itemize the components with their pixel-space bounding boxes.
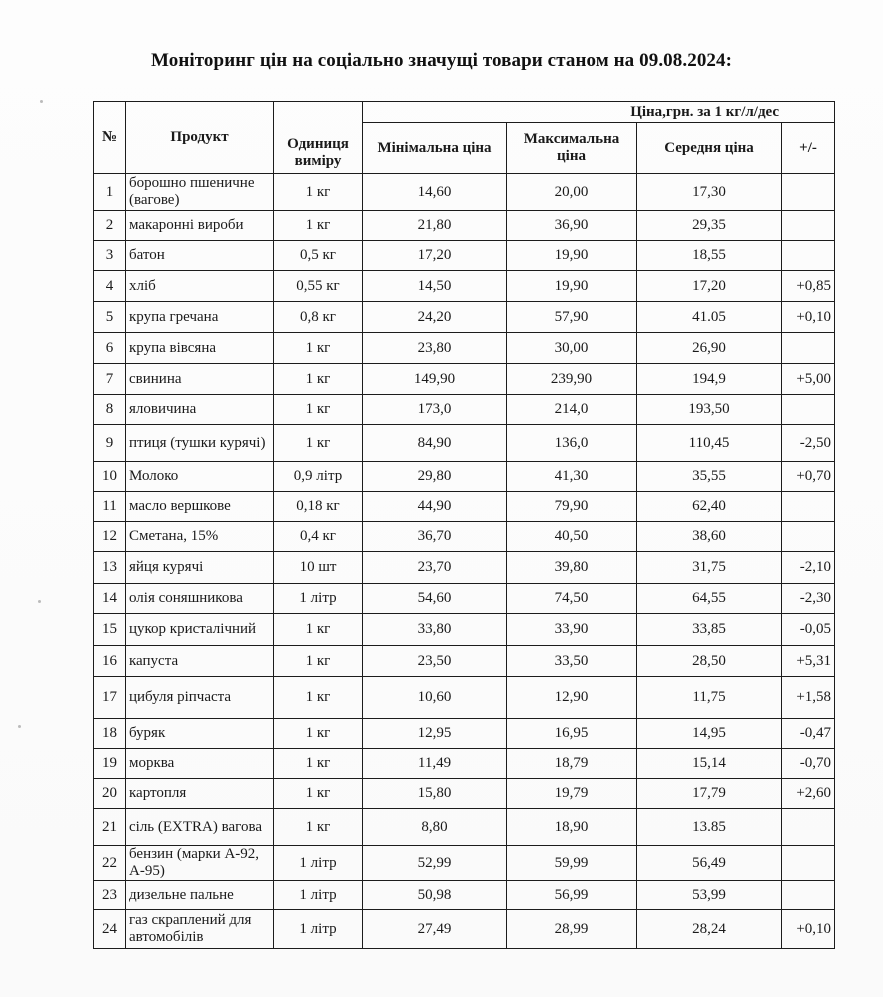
max-price: 33,90 bbox=[507, 614, 637, 646]
max-price: 19,90 bbox=[507, 241, 637, 271]
row-number: 18 bbox=[94, 719, 126, 749]
max-price: 39,80 bbox=[507, 552, 637, 584]
product-name: капуста bbox=[126, 646, 274, 677]
table-row bbox=[94, 302, 835, 333]
unit-of-measure: 1 літр bbox=[274, 846, 363, 881]
avg-price: 64,55 bbox=[637, 584, 782, 614]
product-name: птиця (тушки курячі) bbox=[126, 425, 274, 462]
table-row bbox=[94, 677, 835, 719]
price-change bbox=[782, 333, 835, 364]
min-price: 36,70 bbox=[363, 522, 507, 552]
row-number: 19 bbox=[94, 749, 126, 779]
header-change: +/- bbox=[782, 123, 835, 174]
product-name: буряк bbox=[126, 719, 274, 749]
row-number: 23 bbox=[94, 881, 126, 910]
price-change bbox=[782, 241, 835, 271]
avg-price: 194,9 bbox=[637, 364, 782, 395]
table-row bbox=[94, 462, 835, 492]
unit-of-measure: 1 кг bbox=[274, 677, 363, 719]
product-name: газ скраплений для автомобілів bbox=[126, 910, 274, 949]
document-title: Моніторинг цін на соціально значущі товари станом на 09.08.2024: bbox=[150, 50, 733, 71]
price-change: -2,30 bbox=[782, 584, 835, 614]
product-name: свинина bbox=[126, 364, 274, 395]
unit-of-measure: 1 кг bbox=[274, 719, 363, 749]
price-change: -0,70 bbox=[782, 749, 835, 779]
product-name: Молоко bbox=[126, 462, 274, 492]
avg-price: 17,30 bbox=[637, 174, 782, 211]
product-name: яловичина bbox=[126, 395, 274, 425]
min-price: 14,60 bbox=[363, 174, 507, 211]
min-price: 50,98 bbox=[363, 881, 507, 910]
table-row bbox=[94, 614, 835, 646]
row-number: 21 bbox=[94, 809, 126, 846]
unit-of-measure: 0,8 кг bbox=[274, 302, 363, 333]
unit-of-measure: 1 кг bbox=[274, 425, 363, 462]
row-number: 5 bbox=[94, 302, 126, 333]
unit-of-measure: 1 літр bbox=[274, 881, 363, 910]
price-change: -0,47 bbox=[782, 719, 835, 749]
product-name: дизельне пальне bbox=[126, 881, 274, 910]
price-change: -2,10 bbox=[782, 552, 835, 584]
max-price: 18,90 bbox=[507, 809, 637, 846]
max-price: 19,79 bbox=[507, 779, 637, 809]
min-price: 52,99 bbox=[363, 846, 507, 881]
min-price: 23,70 bbox=[363, 552, 507, 584]
table-row bbox=[94, 271, 835, 302]
table-row bbox=[94, 584, 835, 614]
table-row bbox=[94, 646, 835, 677]
row-number: 10 bbox=[94, 462, 126, 492]
row-number: 13 bbox=[94, 552, 126, 584]
max-price: 33,50 bbox=[507, 646, 637, 677]
product-name: сіль (EXTRA) вагова bbox=[126, 809, 274, 846]
avg-price: 15,14 bbox=[637, 749, 782, 779]
scan-speck bbox=[18, 725, 21, 728]
price-change: +1,58 bbox=[782, 677, 835, 719]
row-number: 7 bbox=[94, 364, 126, 395]
header-max-price: Максимальна ціна bbox=[507, 123, 637, 174]
min-price: 54,60 bbox=[363, 584, 507, 614]
table-body bbox=[94, 174, 835, 949]
product-name: борошно пшеничне (вагове) bbox=[126, 174, 274, 211]
table-row bbox=[94, 364, 835, 395]
price-change bbox=[782, 174, 835, 211]
price-change bbox=[782, 395, 835, 425]
row-number: 17 bbox=[94, 677, 126, 719]
max-price: 59,99 bbox=[507, 846, 637, 881]
min-price: 173,0 bbox=[363, 395, 507, 425]
product-name: олія соняшникова bbox=[126, 584, 274, 614]
max-price: 16,95 bbox=[507, 719, 637, 749]
unit-of-measure: 0,4 кг bbox=[274, 522, 363, 552]
unit-of-measure: 0,55 кг bbox=[274, 271, 363, 302]
header-number: № bbox=[94, 102, 126, 174]
max-price: 28,99 bbox=[507, 910, 637, 949]
price-change: -2,50 bbox=[782, 425, 835, 462]
table-row bbox=[94, 241, 835, 271]
unit-of-measure: 1 кг bbox=[274, 395, 363, 425]
row-number: 20 bbox=[94, 779, 126, 809]
max-price: 56,99 bbox=[507, 881, 637, 910]
table-row bbox=[94, 749, 835, 779]
unit-of-measure: 10 шт bbox=[274, 552, 363, 584]
max-price: 19,90 bbox=[507, 271, 637, 302]
row-number: 16 bbox=[94, 646, 126, 677]
header-avg-price: Середня ціна bbox=[637, 123, 782, 174]
row-number: 4 bbox=[94, 271, 126, 302]
unit-of-measure: 1 літр bbox=[274, 910, 363, 949]
product-name: цукор кристалічний bbox=[126, 614, 274, 646]
unit-of-measure: 0,5 кг bbox=[274, 241, 363, 271]
product-name: батон bbox=[126, 241, 274, 271]
product-name: яйця курячі bbox=[126, 552, 274, 584]
price-change bbox=[782, 492, 835, 522]
avg-price: 41.05 bbox=[637, 302, 782, 333]
price-change: -0,05 bbox=[782, 614, 835, 646]
price-monitoring-table bbox=[93, 101, 835, 949]
price-change: +0,70 bbox=[782, 462, 835, 492]
avg-price: 110,45 bbox=[637, 425, 782, 462]
unit-of-measure: 1 кг bbox=[274, 211, 363, 241]
scan-speck bbox=[40, 100, 43, 103]
product-name: крупа гречана bbox=[126, 302, 274, 333]
avg-price: 28,50 bbox=[637, 646, 782, 677]
product-name: крупа вівсяна bbox=[126, 333, 274, 364]
row-number: 9 bbox=[94, 425, 126, 462]
table-row bbox=[94, 846, 835, 881]
product-name: масло вершкове bbox=[126, 492, 274, 522]
max-price: 36,90 bbox=[507, 211, 637, 241]
row-number: 14 bbox=[94, 584, 126, 614]
price-change: +0,10 bbox=[782, 910, 835, 949]
row-number: 2 bbox=[94, 211, 126, 241]
row-number: 3 bbox=[94, 241, 126, 271]
product-name: картопля bbox=[126, 779, 274, 809]
table-row bbox=[94, 779, 835, 809]
unit-of-measure: 0,9 літр bbox=[274, 462, 363, 492]
min-price: 15,80 bbox=[363, 779, 507, 809]
avg-price: 33,85 bbox=[637, 614, 782, 646]
avg-price: 14,95 bbox=[637, 719, 782, 749]
max-price: 79,90 bbox=[507, 492, 637, 522]
price-change bbox=[782, 211, 835, 241]
table-row bbox=[94, 211, 835, 241]
unit-of-measure: 1 кг bbox=[274, 646, 363, 677]
price-change: +2,60 bbox=[782, 779, 835, 809]
avg-price: 38,60 bbox=[637, 522, 782, 552]
unit-of-measure: 1 кг bbox=[274, 809, 363, 846]
product-name: хліб bbox=[126, 271, 274, 302]
min-price: 12,95 bbox=[363, 719, 507, 749]
max-price: 30,00 bbox=[507, 333, 637, 364]
price-change: +5,00 bbox=[782, 364, 835, 395]
header-min-price: Мінімальна ціна bbox=[363, 123, 507, 174]
price-change: +0,10 bbox=[782, 302, 835, 333]
max-price: 214,0 bbox=[507, 395, 637, 425]
table-row bbox=[94, 910, 835, 949]
max-price: 41,30 bbox=[507, 462, 637, 492]
min-price: 44,90 bbox=[363, 492, 507, 522]
product-name: бензин (марки А-92, А-95) bbox=[126, 846, 274, 881]
row-number: 24 bbox=[94, 910, 126, 949]
table-row bbox=[94, 809, 835, 846]
price-change bbox=[782, 809, 835, 846]
unit-of-measure: 1 літр bbox=[274, 584, 363, 614]
price-change bbox=[782, 881, 835, 910]
row-number: 1 bbox=[94, 174, 126, 211]
avg-price: 29,35 bbox=[637, 211, 782, 241]
price-change: +5,31 bbox=[782, 646, 835, 677]
table-row bbox=[94, 492, 835, 522]
row-number: 11 bbox=[94, 492, 126, 522]
min-price: 84,90 bbox=[363, 425, 507, 462]
avg-price: 18,55 bbox=[637, 241, 782, 271]
min-price: 8,80 bbox=[363, 809, 507, 846]
max-price: 239,90 bbox=[507, 364, 637, 395]
price-change bbox=[782, 522, 835, 552]
product-name: макаронні вироби bbox=[126, 211, 274, 241]
max-price: 74,50 bbox=[507, 584, 637, 614]
row-number: 22 bbox=[94, 846, 126, 881]
product-name: Сметана, 15% bbox=[126, 522, 274, 552]
table-row bbox=[94, 174, 835, 211]
unit-of-measure: 1 кг bbox=[274, 174, 363, 211]
avg-price: 28,24 bbox=[637, 910, 782, 949]
unit-of-measure: 1 кг bbox=[274, 333, 363, 364]
max-price: 12,90 bbox=[507, 677, 637, 719]
min-price: 17,20 bbox=[363, 241, 507, 271]
min-price: 149,90 bbox=[363, 364, 507, 395]
product-name: морква bbox=[126, 749, 274, 779]
min-price: 23,50 bbox=[363, 646, 507, 677]
header-unit: Одиниця виміру bbox=[274, 102, 363, 174]
header-row-top bbox=[94, 102, 835, 123]
product-name: цибуля ріпчаста bbox=[126, 677, 274, 719]
table-row bbox=[94, 719, 835, 749]
unit-of-measure: 1 кг bbox=[274, 364, 363, 395]
header-product: Продукт bbox=[126, 102, 274, 174]
unit-of-measure: 1 кг bbox=[274, 749, 363, 779]
max-price: 40,50 bbox=[507, 522, 637, 552]
min-price: 21,80 bbox=[363, 211, 507, 241]
min-price: 23,80 bbox=[363, 333, 507, 364]
min-price: 11,49 bbox=[363, 749, 507, 779]
max-price: 18,79 bbox=[507, 749, 637, 779]
min-price: 10,60 bbox=[363, 677, 507, 719]
max-price: 20,00 bbox=[507, 174, 637, 211]
scan-speck bbox=[38, 600, 41, 603]
min-price: 33,80 bbox=[363, 614, 507, 646]
table-row bbox=[94, 522, 835, 552]
avg-price: 193,50 bbox=[637, 395, 782, 425]
unit-of-measure: 1 кг bbox=[274, 614, 363, 646]
avg-price: 26,90 bbox=[637, 333, 782, 364]
table-row bbox=[94, 552, 835, 584]
max-price: 57,90 bbox=[507, 302, 637, 333]
avg-price: 11,75 bbox=[637, 677, 782, 719]
avg-price: 31,75 bbox=[637, 552, 782, 584]
price-change: +0,85 bbox=[782, 271, 835, 302]
table-row bbox=[94, 881, 835, 910]
row-number: 8 bbox=[94, 395, 126, 425]
unit-of-measure: 1 кг bbox=[274, 779, 363, 809]
table-row bbox=[94, 333, 835, 364]
avg-price: 17,20 bbox=[637, 271, 782, 302]
avg-price: 35,55 bbox=[637, 462, 782, 492]
max-price: 136,0 bbox=[507, 425, 637, 462]
avg-price: 62,40 bbox=[637, 492, 782, 522]
unit-of-measure: 0,18 кг bbox=[274, 492, 363, 522]
price-change bbox=[782, 846, 835, 881]
min-price: 27,49 bbox=[363, 910, 507, 949]
min-price: 14,50 bbox=[363, 271, 507, 302]
avg-price: 56,49 bbox=[637, 846, 782, 881]
row-number: 15 bbox=[94, 614, 126, 646]
table-row bbox=[94, 425, 835, 462]
avg-price: 13.85 bbox=[637, 809, 782, 846]
min-price: 24,20 bbox=[363, 302, 507, 333]
table-row bbox=[94, 395, 835, 425]
header-price-group: Ціна,грн. за 1 кг/л/дес bbox=[363, 102, 835, 123]
row-number: 12 bbox=[94, 522, 126, 552]
avg-price: 53,99 bbox=[637, 881, 782, 910]
avg-price: 17,79 bbox=[637, 779, 782, 809]
row-number: 6 bbox=[94, 333, 126, 364]
min-price: 29,80 bbox=[363, 462, 507, 492]
